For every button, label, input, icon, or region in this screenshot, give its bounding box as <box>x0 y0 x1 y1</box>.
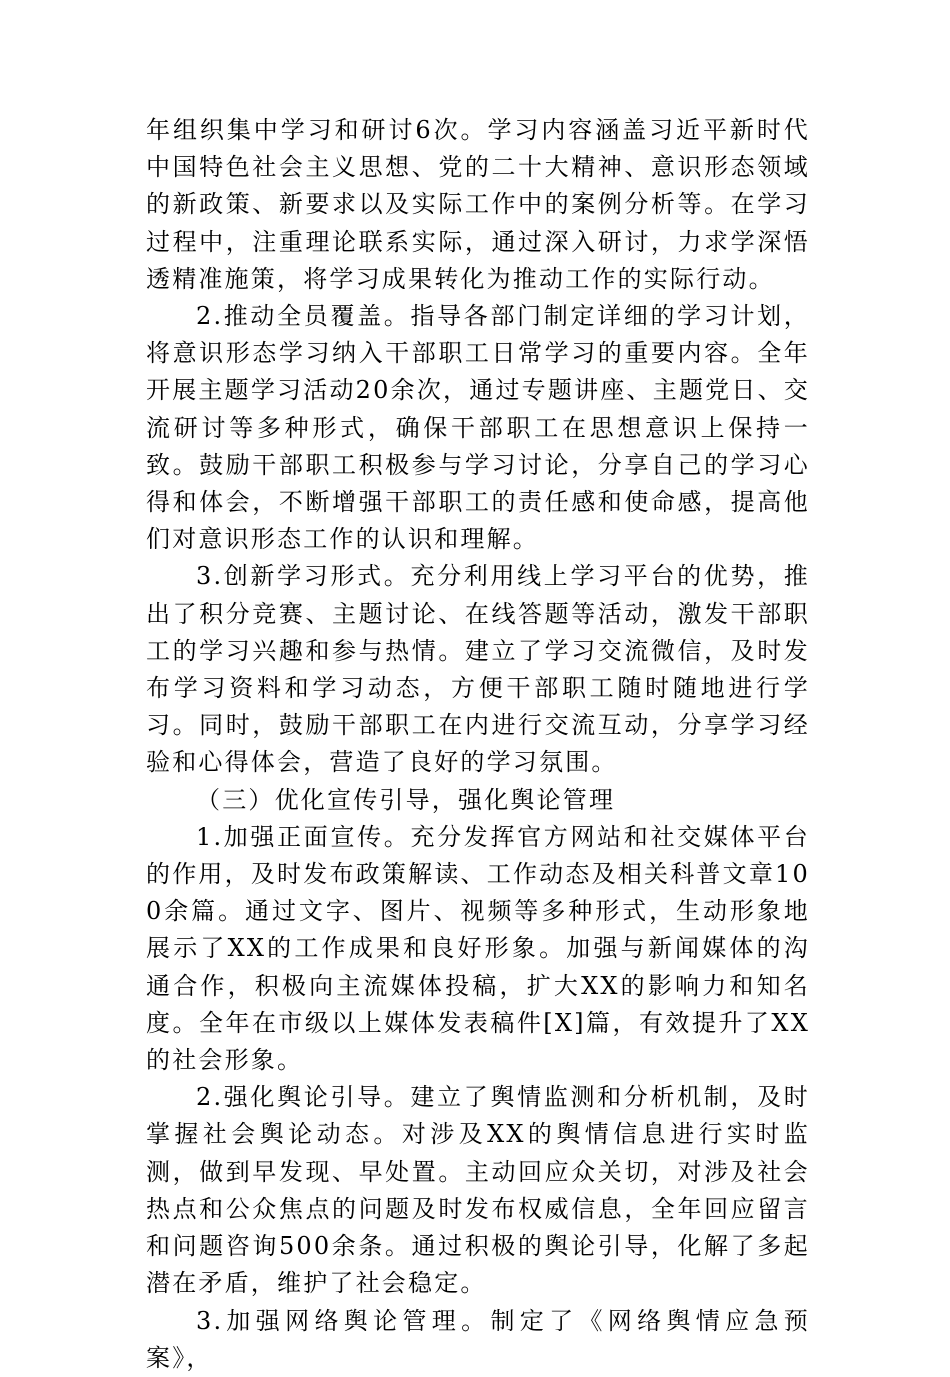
paragraph-network-management: 3.加强网络舆论管理。制定了《网络舆情应急预案》， <box>146 1306 810 1372</box>
paragraph-innovative-learning: 3.创新学习形式。充分利用线上学习平台的优势，推出了积分竞赛、主题讨论、在线答题等活动，激发干部职工的学习兴趣和参与热情。建立了学习交流微信，及时发布学习资料和学习动态，方便干部职工随时随地进行学习。同时，鼓励干部职工在内进行交流互动，分享学习经验和心得体会，营造了良好的学习氛围。 <box>146 562 810 777</box>
section-heading-publicity: （三）优化宣传引导，强化舆论管理 <box>196 785 616 814</box>
paragraph-opinion-guidance: 2.强化舆论引导。建立了舆情监测和分析机制，及时掌握社会舆论动态。对涉及XX的舆情信息进行实时监测，做到早发现、早处置。主动回应众关切，对涉及社会热点和公众焦点的问题及时发布权威信息，全年回应留言和问题咨询500余条。通过积极的舆论引导，化解了多起潜在矛盾，维护了社会稳定。 <box>146 1083 810 1298</box>
paragraph-study-content: 年组织集中学习和研讨6次。学习内容涵盖习近平新时代中国特色社会主义思想、党的二十大精神、意识形态领域的新政策、新要求以及实际工作中的案例分析等。在学习过程中，注重理论联系实际，通过深入研讨，力求学深悟透精准施策，将学习成果转化为推动工作的实际行动。 <box>146 116 810 293</box>
paragraph-full-coverage: 2.推动全员覆盖。指导各部门制定详细的学习计划，将意识形态学习纳入干部职工日常学习的重要内容。全年开展主题学习活动20余次，通过专题讲座、主题党日、交流研讨等多种形式，确保干部职工在思想意识上保持一致。鼓励干部职工积极参与学习讨论，分享自己的学习心得和体会，不断增强干部职工的责任感和使命感，提高他们对意识形态工作的认识和理解。 <box>146 302 810 554</box>
document-body <box>146 112 810 1377</box>
paragraph-positive-publicity: 1.加强正面宣传。充分发挥官方网站和社交媒体平台的作用，及时发布政策解读、工作动态及相关科普文章100余篇。通过文字、图片、视频等多种形式，生动形象地展示了XX的工作成果和良好形象。加强与新闻媒体的沟通合作，积极向主流媒体投稿，扩大XX的影响力和知名度。全年在市级以上媒体发表稿件[X]篇，有效提升了XX的社会形象。 <box>146 822 810 1075</box>
